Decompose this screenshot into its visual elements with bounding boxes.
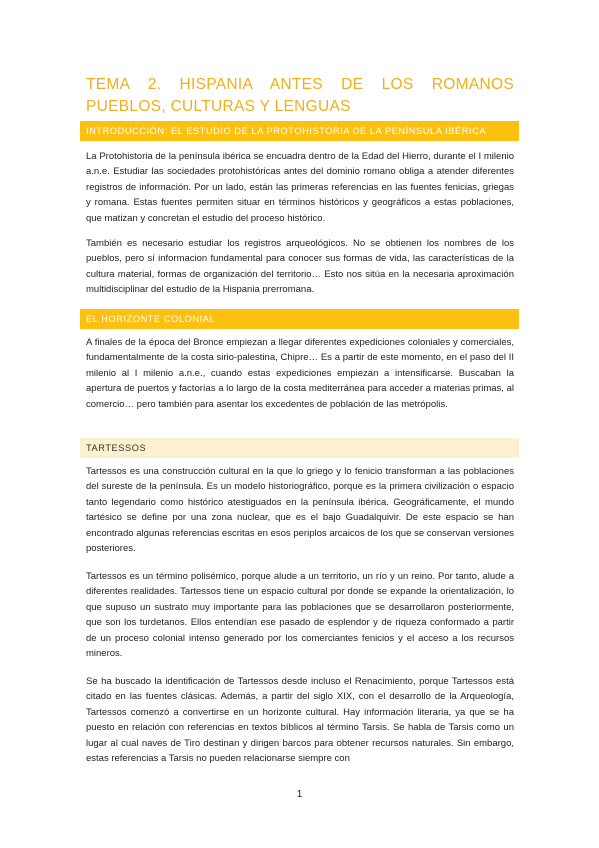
paragraph: Tartessos es una construcción cultural en la que lo griego y lo fenicio transforman a las poblaciones del sureste de la península. Es un modelo historiográfico, porque es la primera civilización o espacio tanto legendario como histórico atestiguados en la península ibérica. Geográficamente, el mundo tartésico se define por una zona nuclear, que es el bajo Guadalquivir. De este espacio se han encontrado algunas referencias escritas en esos periplos arcaicos de los que se conservan versiones posteriores. xyxy=(86,466,514,555)
page-number: 1 xyxy=(296,789,303,800)
section-heading-introduccion: INTRODUCCIÓN: EL ESTUDIO DE LA PROTOHISTORIA DE LA PENÍNSULA IBÉRICA xyxy=(80,121,519,141)
paragraph: A finales de la época del Bronce empiezan a llegar diferentes expediciones coloniales y comerciales, fundamentalmente de la costa sirio-palestina, Chipre… Es a partir de este momento, en el paso del II milenio al I milenio a.n.e., cuando estas expediciones empiezan a intensificarse. Buscaban la apertura de puertos y factorías a lo largo de la costa mediterránea para acceder a materias primas, al comercio… pero también para asentar los excedentes de población de las metrópolis. xyxy=(86,337,514,410)
page-title: TEMA 2. HISPANIA ANTES DE LOS ROMANOS PUEBLOS, CULTURAS Y LENGUAS xyxy=(86,76,514,115)
paragraph: Tartessos es un término polisémico, porque alude a un territorio, un río y un reino. Por tanto, alude a diferentes realidades. Tartessos tiene un espacio cultural por donde se expande la orientalización, lo que supuso un sustrato muy importante para las poblaciones que se desarrollaron posteriormente, que son los turdetanos. Ellos entendían ese pasado de esplendor y de riqueza conformado a partir de un proceso colonial intenso generado por los comerciantes fenicios y el acceso a los recursos mineros. xyxy=(86,571,514,660)
section-heading-tartessos: TARTESSOS xyxy=(80,438,519,458)
paragraph: Se ha buscado la identificación de Tartessos desde incluso el Renacimiento, porque Tartessos está citado en las fuentes clásicas. Además, a partir del siglo XIX, con el desarrollo de la Arqueología, Tartessos comenzó a convertirse en un horizonte cultural. Hay información literaria, ya que se ha puesto en relación con referencias en textos bíblicos al término Tarsis. Se habla de Tarsis como un lugar al cual naves de Tiro destinan y dirigen barcos para obtener recursos naturales. Sin embargo, estas referencias a Tarsis no pueden relacionarse siempre con xyxy=(86,676,514,765)
section-heading-horizonte-colonial: EL HORIZONTE COLONIAL xyxy=(80,309,519,329)
paragraph: También es necesario estudiar los registros arqueológicos. No se obtienen los nombres de los pueblos, pero sí informacion fundamental para conocer sus formas de vida, las características de la cultura material, formas de organización del territorio… Esto nos sitúa en la necesaria aproximación multidisciplinar del estudio de la Hispania prerromana. xyxy=(86,238,514,296)
paragraph: La Protohistoria de la península ibérica se encuadra dentro de la Edad del Hierro, durante el I milenio a.n.e. Estudiar las sociedades protohistóricas antes del dominio romano obliga a atender diferentes registros de información. Por un lado, están las primeras referencias en las fuentes fenicias, griegas y romana. Estas fuentes permiten situar en términos históricos y geográficos a estas poblaciones, que matizan y concretan el estudio del proceso histórico. xyxy=(86,151,514,224)
